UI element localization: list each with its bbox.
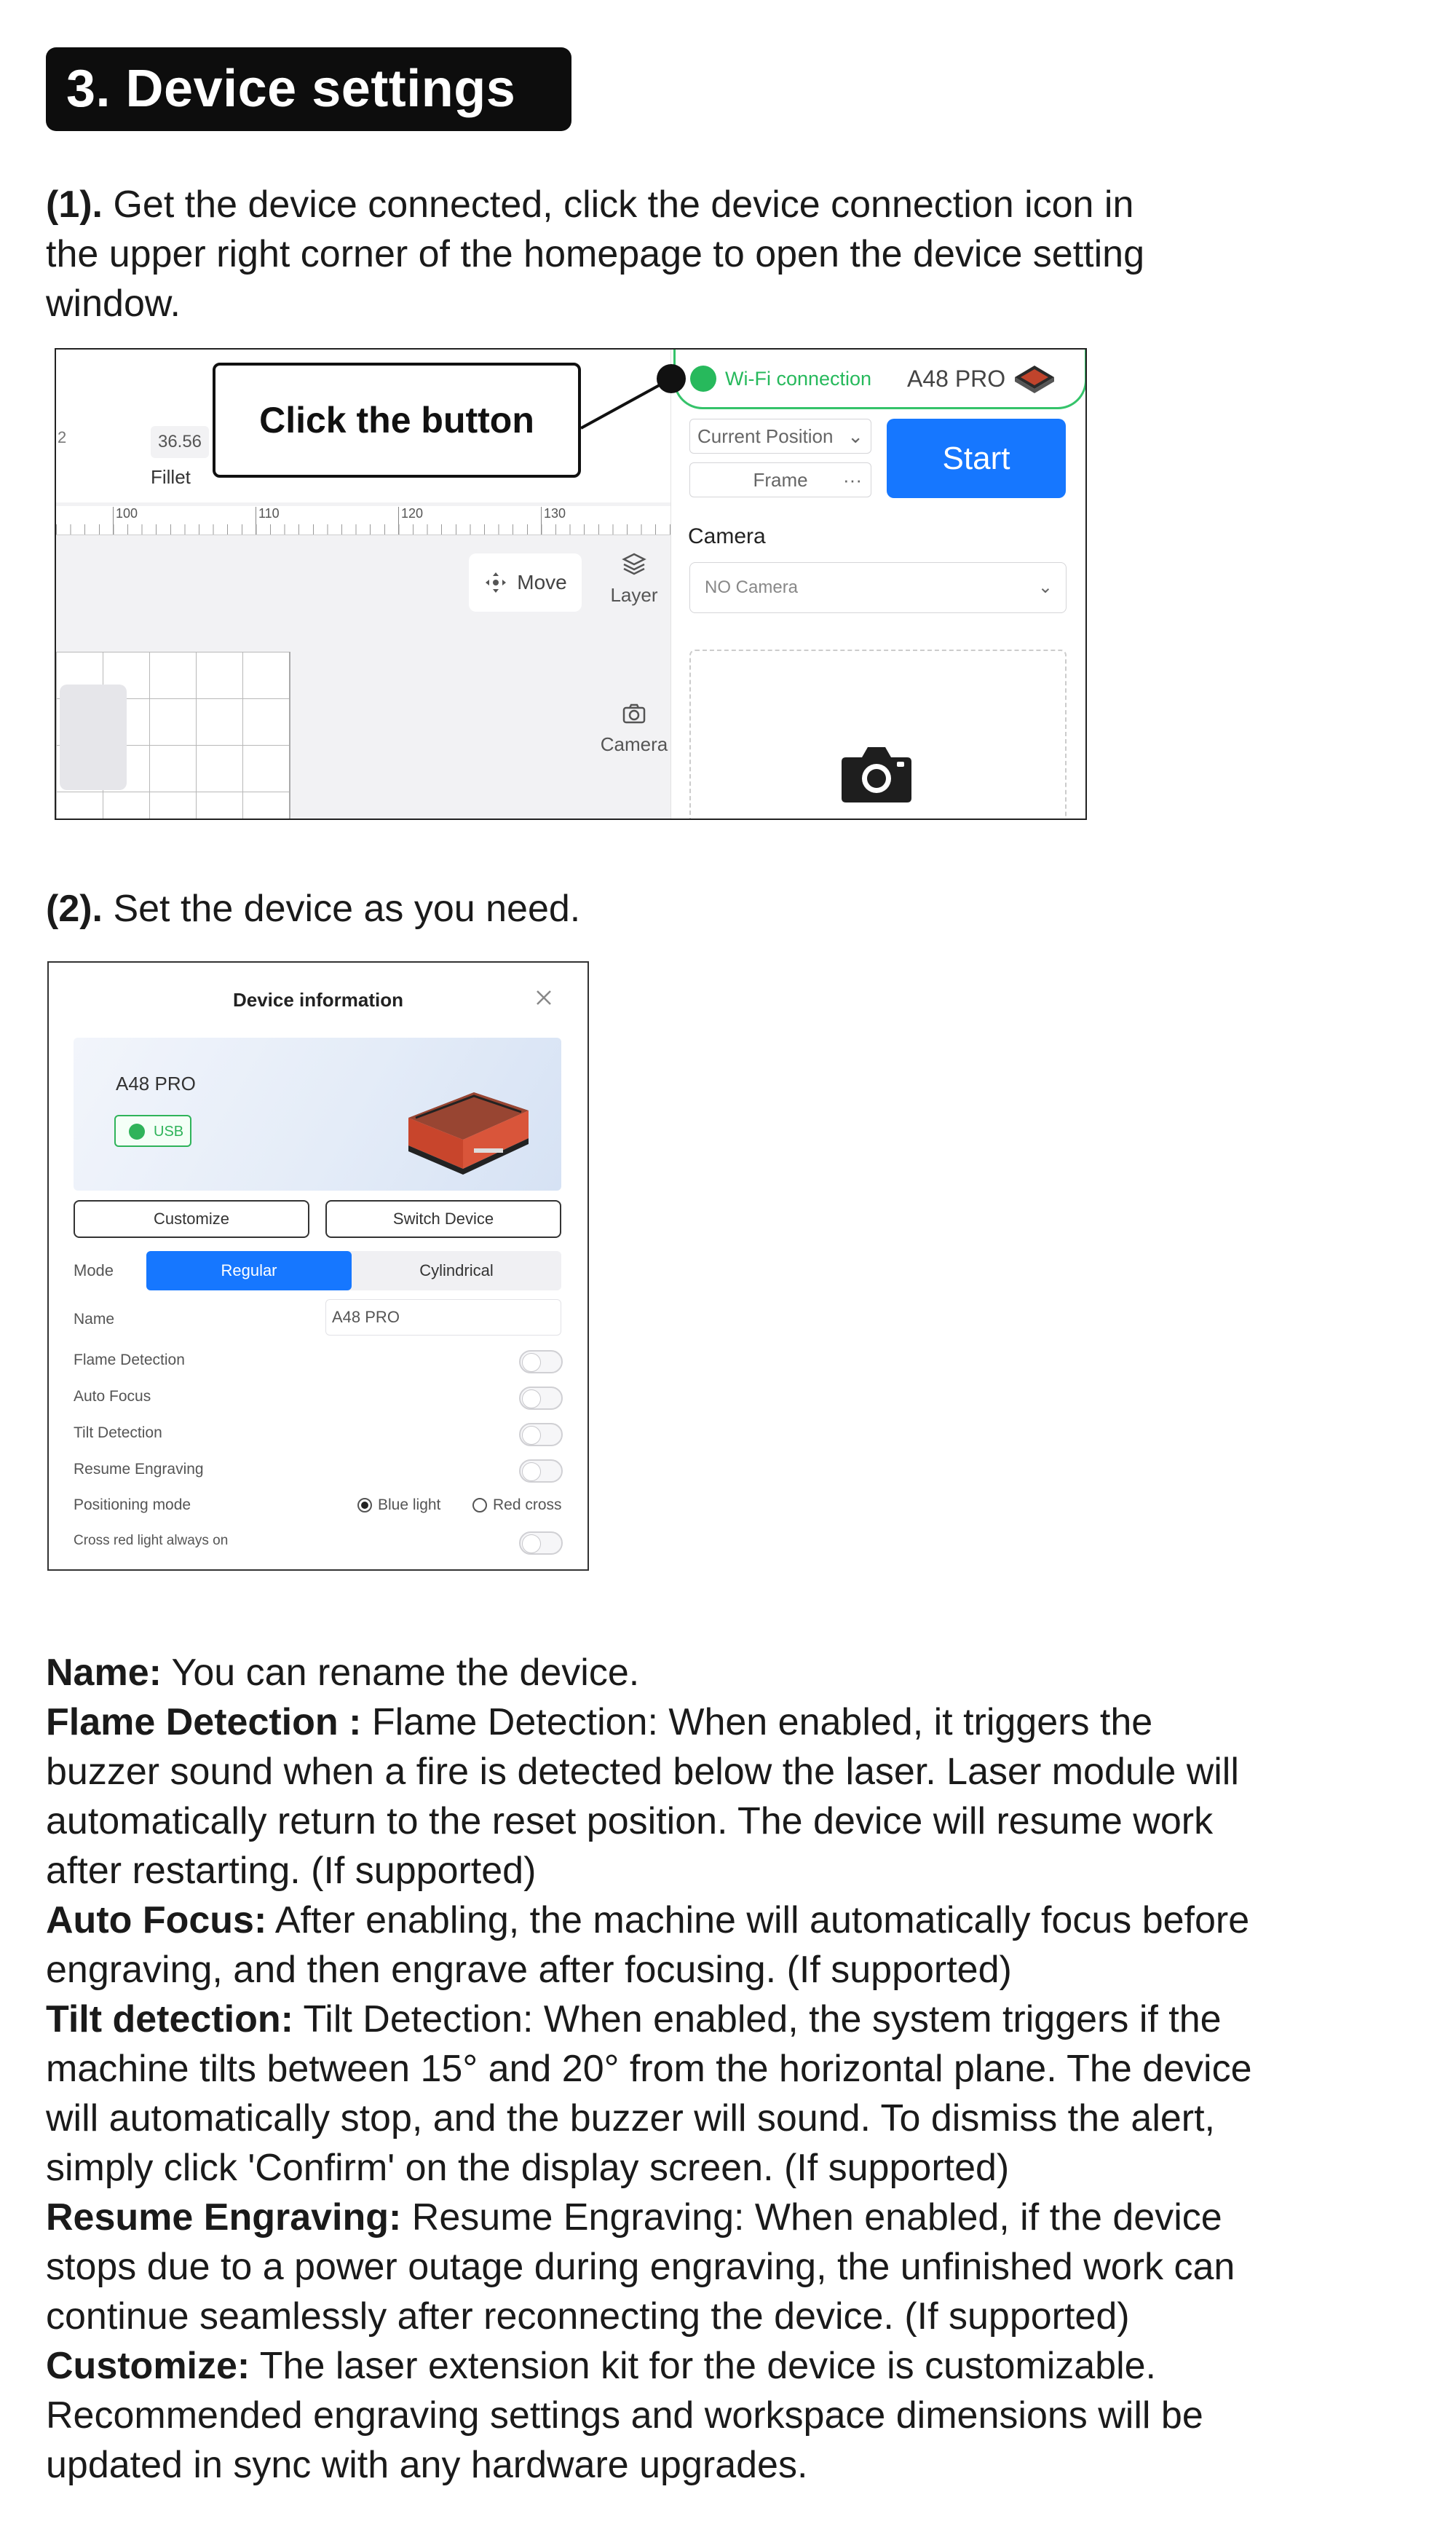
desc-text: Tilt Detection: When enabled, the system triggers if the — [303, 1998, 1222, 2040]
radio-checked-icon — [357, 1498, 372, 1512]
positioning-mode-label: Positioning mode — [74, 1496, 191, 1513]
desc-name — [46, 1648, 639, 1697]
name-label: Name — [74, 1311, 115, 1328]
device-card — [74, 1038, 561, 1191]
start-button[interactable]: Start — [887, 419, 1066, 498]
ruler-label: 120 — [401, 506, 424, 521]
radio-blue-light[interactable] — [357, 1496, 440, 1514]
more-icon: ··· — [843, 469, 862, 491]
homepage-screenshot — [55, 348, 1087, 820]
desc-resume-line3: continue seamlessly after reconnecting the device. (If supported) — [46, 2295, 1130, 2338]
desc-flame-line4: after restarting. (If supported) — [46, 1850, 537, 1892]
fillet-value[interactable]: 36.56 — [151, 426, 209, 458]
usb-label: USB — [154, 1124, 184, 1140]
close-icon[interactable] — [529, 983, 558, 1012]
auto-focus-label: Auto Focus — [74, 1388, 151, 1405]
desc-term: Customize: — [46, 2345, 250, 2387]
desc-autofocus-line2: engraving, and then engrave after focusing. (If supported) — [46, 1949, 1012, 1991]
desc-term: Resume Engraving: — [46, 2196, 402, 2239]
usb-badge — [114, 1115, 191, 1147]
tilt-detection-label: Tilt Detection — [74, 1424, 162, 1441]
desc-text: After enabling, the machine will automatically focus before — [274, 1899, 1250, 1941]
desc-tilt-line3: will automatically stop, and the buzzer will sound. To dismiss the alert, — [46, 2097, 1216, 2139]
desc-customize-line1 — [46, 2341, 1156, 2391]
desc-resume-line1 — [46, 2193, 1222, 2242]
desc-term: Tilt detection: — [46, 1998, 293, 2040]
step1-line2: the upper right corner of the homepage to open the device setting — [46, 233, 1145, 275]
ruler-label: 130 — [544, 506, 566, 521]
desc-tilt-line2: machine tilts between 15° and 20° from the horizontal plane. The device — [46, 2048, 1252, 2090]
flame-detection-toggle[interactable] — [519, 1350, 563, 1373]
move-label: Move — [517, 571, 567, 593]
switch-device-button[interactable]: Switch Device — [325, 1200, 561, 1238]
device-information-dialog — [47, 961, 589, 1571]
mode-label: Mode — [74, 1261, 114, 1279]
desc-text: Flame Detection: When enabled, it triggers the — [371, 1701, 1153, 1743]
customize-button[interactable]: Customize — [74, 1200, 309, 1238]
mode-cylindrical-option[interactable]: Cylindrical — [419, 1261, 494, 1279]
desc-customize-line2: Recommended engraving settings and workspace dimensions will be — [46, 2394, 1203, 2437]
resume-engraving-toggle[interactable] — [519, 1459, 563, 1483]
name-input[interactable]: A48 PRO — [325, 1299, 561, 1336]
desc-term: Flame Detection : — [46, 1701, 362, 1743]
camera-section-label: Camera — [688, 524, 766, 548]
desc-term: Name: — [46, 1652, 162, 1694]
desc-autofocus-line1 — [46, 1896, 1249, 1945]
usb-icon — [129, 1124, 145, 1140]
radio-red-cross[interactable] — [472, 1496, 562, 1514]
step1-line3: window. — [46, 283, 181, 325]
laser-engraver-image — [394, 1067, 539, 1176]
dialog-title: Device information — [232, 989, 404, 1011]
callout-label: Click the button — [213, 363, 581, 478]
step1-label: (1). — [46, 184, 103, 226]
camera-select-value: NO Camera — [705, 577, 799, 597]
radio-blue-light-label: Blue light — [378, 1496, 441, 1513]
desc-tilt-line4: simply click 'Confirm' on the display screen. (If supported) — [46, 2147, 1010, 2189]
ruler-label: 110 — [258, 506, 280, 521]
chevron-down-icon: ⌄ — [1037, 577, 1053, 597]
step2-text: Set the device as you need. — [113, 888, 581, 930]
wifi-connection-label: Wi-Fi connection — [725, 368, 872, 390]
radio-unchecked-icon — [472, 1498, 487, 1512]
desc-customize-line3: updated in sync with any hardware upgrades. — [46, 2444, 808, 2486]
desc-resume-line2: stops due to a power outage during engraving, the unfinished work can — [46, 2246, 1235, 2288]
layer-label: Layer — [610, 584, 658, 606]
step2-line — [46, 884, 580, 934]
desc-flame-line3: automatically return to the reset position. The device will resume work — [46, 1800, 1214, 1842]
step1-line1 — [46, 180, 1133, 229]
section-heading: 3. Device settings — [46, 47, 571, 131]
position-select-label: Current Position — [697, 425, 834, 447]
tilt-detection-toggle[interactable] — [519, 1423, 563, 1446]
radio-red-cross-label: Red cross — [493, 1496, 562, 1513]
ruler-label: 100 — [116, 506, 138, 521]
left-fragment: 2 — [58, 428, 67, 446]
step1-text: Get the device connected, click the device connection icon in — [113, 184, 1134, 226]
mode-regular-option[interactable]: Regular — [146, 1251, 352, 1290]
device-name: A48 PRO — [907, 366, 1006, 392]
desc-text: You can rename the device. — [171, 1652, 640, 1694]
mode-segmented-control — [146, 1251, 561, 1290]
step2-label: (2). — [46, 888, 103, 930]
desc-text: The laser extension kit for the device is customizable. — [259, 2345, 1157, 2387]
frame-label: Frame — [753, 469, 808, 491]
desc-tilt-line1 — [46, 1995, 1222, 2044]
desc-text: Resume Engraving: When enabled, if the device — [411, 2196, 1222, 2239]
cross-red-light-toggle[interactable] — [519, 1531, 563, 1555]
device-name: A48 PRO — [116, 1073, 196, 1095]
camera-tool-label: Camera — [600, 733, 668, 755]
fillet-label: Fillet — [151, 466, 191, 488]
desc-flame-line2: buzzer sound when a fire is detected below the laser. Laser module will — [46, 1751, 1239, 1793]
cross-red-light-label: Cross red light always on — [74, 1533, 229, 1548]
flame-detection-label: Flame Detection — [74, 1352, 185, 1368]
chevron-down-icon: ⌄ — [847, 425, 863, 447]
desc-term: Auto Focus: — [46, 1899, 267, 1941]
desc-flame-line1 — [46, 1697, 1152, 1747]
resume-engraving-label: Resume Engraving — [74, 1461, 204, 1478]
auto-focus-toggle[interactable] — [519, 1387, 563, 1410]
